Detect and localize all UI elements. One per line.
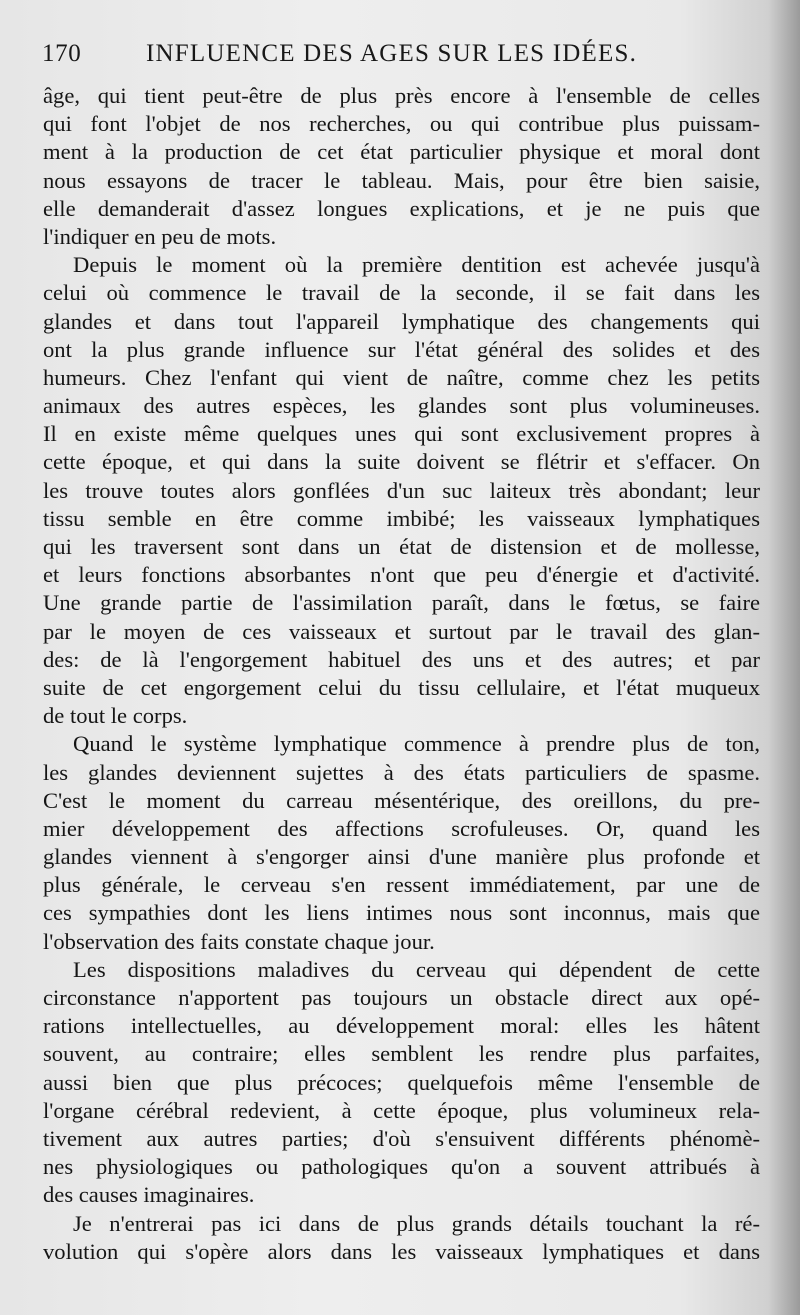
text-line: suite de cet engorgement celui du tissu cellulaire, et l'état muqueux — [43, 674, 760, 700]
text-line: par le moyen de ces vaisseaux et surtout par le travail des glan- — [43, 618, 760, 644]
text-line: les glandes deviennent sujettes à des états particuliers de spasme. — [43, 759, 760, 785]
text-line: celui où commence le travail de la seconde, il se fait dans les — [43, 280, 760, 306]
text-line: plus générale, le cerveau s'en ressent immédiatement, par une de — [43, 872, 760, 898]
paragraph-p3 — [43, 730, 760, 956]
text-line: elle demanderait d'assez longues explications, et je ne puis que — [43, 195, 760, 221]
text-line: des: de là l'engorgement habituel des uns et des autres; et par — [43, 646, 760, 672]
paragraph-p2 — [43, 251, 760, 730]
text-line: l'indiquer en peu de mots. — [43, 223, 277, 249]
text-line: humeurs. Chez l'enfant qui vient de naître, comme chez les petits — [43, 364, 760, 390]
text-line: Une grande partie de l'assimilation paraît, dans le fœtus, se faire — [43, 590, 760, 616]
text-line: cette époque, et qui dans la suite doivent se flétrir et s'effacer. On — [43, 449, 760, 475]
text-line: rations intellectuelles, au développement moral: elles les hâtent — [43, 1013, 760, 1039]
page-number: 170 — [42, 40, 82, 67]
text-line: souvent, au contraire; elles semblent les rendre plus parfaites, — [43, 1041, 760, 1067]
text-line: tivement aux autres parties; d'où s'ensuivent différents phénomè- — [43, 1125, 760, 1151]
text-line: ces sympathies dont les liens intimes nous sont inconnus, mais que — [43, 900, 760, 926]
text-line: l'organe cérébral redevient, à cette époque, plus volumineux rela- — [43, 1097, 760, 1123]
text-line: les trouve toutes alors gonflées d'un suc laiteux très abondant; leur — [43, 477, 760, 503]
text-line: nes physiologiques ou pathologiques qu'on a souvent attribués à — [43, 1154, 760, 1180]
text-line: glandes viennent à s'engorger ainsi d'une manière plus profonde et — [43, 844, 760, 870]
paragraph-p4 — [43, 956, 760, 1210]
body-text — [43, 82, 760, 1266]
page-header — [38, 40, 758, 76]
text-line: qui font l'objet de nos recherches, ou qui contribue plus puissam- — [43, 111, 760, 137]
text-line: circonstance n'apportent pas toujours un obstacle direct aux opé- — [43, 985, 760, 1010]
text-line: âge, qui tient peut-être de plus près encore à l'ensemble de celles — [43, 83, 760, 108]
text-line: aussi bien que plus précoces; quelquefois même l'ensemble de — [43, 1069, 760, 1095]
text-line: Les dispositions maladives du cerveau qui dépendent de cette — [73, 956, 760, 982]
text-line: glandes et dans tout l'appareil lymphatique des changements qui — [43, 308, 760, 334]
paragraph-p5 — [43, 1210, 760, 1266]
text-line: mier développement des affections scrofuleuses. Or, quand les — [43, 815, 760, 841]
text-line: de tout le corps. — [43, 703, 188, 729]
running-title: INFLUENCE DES AGES SUR LES IDÉES. — [146, 40, 638, 67]
text-line: C'est le moment du carreau mésentérique, des oreillons, du pre- — [43, 787, 760, 813]
text-line: volution qui s'opère alors dans les vaisseaux lymphatiques et dans — [43, 1238, 760, 1264]
text-line: Il en existe même quelques unes qui sont exclusivement propres à — [43, 421, 760, 447]
text-line: ont la plus grande influence sur l'état général des solides et des — [43, 336, 760, 362]
text-line: Depuis le moment où la première dentition est achevée jusqu'à — [73, 252, 760, 278]
text-line: nous essayons de tracer le tableau. Mais, pour être bien saisie, — [43, 167, 760, 193]
paragraph-p1 — [43, 82, 760, 251]
text-line: et leurs fonctions absorbantes n'ont que peu d'énergie et d'activité. — [43, 562, 760, 588]
text-line: tissu semble en être comme imbibé; les vaisseaux lymphatiques — [43, 505, 760, 531]
text-line: l'observation des faits constate chaque jour. — [43, 928, 435, 954]
text-line: animaux des autres espèces, les glandes sont plus volumineuses. — [43, 393, 760, 419]
text-line: Je n'entrerai pas ici dans de plus grands détails touchant la ré- — [73, 1210, 760, 1236]
text-line: des causes imaginaires. — [43, 1182, 255, 1208]
text-line: qui les traversent sont dans un état de distension et de mollesse, — [43, 534, 760, 559]
text-line: ment à la production de cet état particulier physique et moral dont — [43, 139, 760, 165]
text-line: Quand le système lymphatique commence à prendre plus de ton, — [73, 731, 760, 757]
